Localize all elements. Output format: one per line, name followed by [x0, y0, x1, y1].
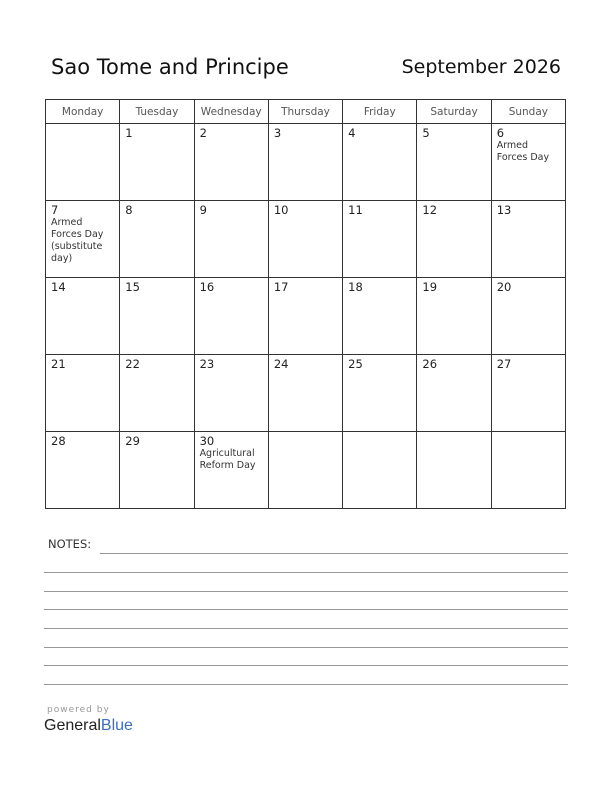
- day-number: 24: [273, 357, 289, 371]
- day-number: 23: [199, 357, 215, 371]
- holiday-label: Armed Forces Day: [496, 140, 550, 163]
- day-number: 28: [51, 434, 66, 448]
- notes-line: [44, 572, 568, 573]
- powered-by-text: powered by: [47, 705, 110, 715]
- day-cell: [268, 124, 342, 201]
- weekday-header: Friday: [343, 100, 417, 124]
- day-cell: [343, 355, 417, 432]
- calendar-country-title: Sao Tome and Principe: [51, 55, 289, 79]
- day-cell: [194, 355, 268, 432]
- day-number: 14: [51, 280, 66, 294]
- day-cell: [417, 124, 491, 201]
- holiday-label: Armed Forces Day (substitute day): [51, 217, 104, 264]
- day-cell: [268, 432, 342, 509]
- weekday-header-row: [46, 100, 566, 124]
- day-cell: [268, 355, 342, 432]
- day-number: 29: [125, 434, 140, 448]
- day-number: 5: [422, 126, 430, 140]
- week-row: [46, 355, 566, 432]
- weekday-header: Tuesday: [120, 100, 194, 124]
- day-number: 18: [348, 280, 363, 294]
- day-number: 13: [496, 203, 512, 217]
- day-cell: [194, 201, 268, 278]
- logo-general: General: [44, 717, 101, 734]
- week-row: [46, 432, 566, 509]
- weekday-header: Sunday: [491, 100, 565, 124]
- day-number: 16: [199, 280, 215, 294]
- day-number: 1: [125, 126, 133, 140]
- calendar-grid: [45, 99, 566, 509]
- notes-line: [44, 647, 568, 648]
- weekday-header: Monday: [46, 100, 120, 124]
- weekday-header: Thursday: [268, 100, 342, 124]
- day-cell: [491, 124, 565, 201]
- day-cell: [343, 124, 417, 201]
- day-cell: [343, 201, 417, 278]
- day-cell: [268, 201, 342, 278]
- day-number: 22: [125, 357, 140, 371]
- day-cell: [120, 124, 194, 201]
- notes-line: [44, 628, 568, 629]
- notes-line: [44, 665, 568, 666]
- day-number: 6: [496, 126, 505, 140]
- day-cell: [417, 355, 491, 432]
- day-number: 8: [125, 203, 133, 217]
- day-cell: [417, 432, 491, 509]
- notes-line: [100, 553, 568, 554]
- week-row: [46, 124, 566, 201]
- day-cell: [491, 432, 565, 509]
- day-number: 25: [348, 357, 363, 371]
- day-cell: [46, 278, 120, 355]
- day-cell: [120, 201, 194, 278]
- day-number: 4: [348, 126, 356, 140]
- day-number: 26: [422, 357, 438, 371]
- day-cell: [343, 278, 417, 355]
- day-cell: [417, 278, 491, 355]
- logo-blue: Blue: [100, 717, 133, 734]
- day-cell: [491, 355, 565, 432]
- day-cell: [268, 278, 342, 355]
- week-row: [46, 278, 566, 355]
- day-cell: [120, 355, 194, 432]
- day-number: 12: [422, 203, 438, 217]
- day-number: 15: [125, 280, 140, 294]
- day-number: 21: [51, 357, 66, 371]
- notes-line: [44, 609, 568, 610]
- day-cell: [46, 124, 120, 201]
- day-number: 2: [199, 126, 207, 140]
- notes-line: [44, 684, 568, 685]
- day-cell: [46, 201, 120, 278]
- day-cell: [194, 124, 268, 201]
- day-cell: [46, 355, 120, 432]
- day-number: 7: [51, 203, 59, 217]
- day-cell: [120, 278, 194, 355]
- day-cell: [417, 201, 491, 278]
- day-number: 20: [496, 280, 512, 294]
- day-cell: [491, 201, 565, 278]
- day-cell: [343, 432, 417, 509]
- generalblue-logo[interactable]: [44, 717, 133, 735]
- day-number: 10: [273, 203, 289, 217]
- notes-label: NOTES:: [48, 537, 92, 551]
- calendar-month-title: September 2026: [401, 56, 561, 78]
- day-number: 27: [496, 357, 512, 371]
- day-number: 17: [273, 280, 289, 294]
- day-number: 19: [422, 280, 438, 294]
- day-cell: [120, 432, 194, 509]
- day-cell: [194, 432, 268, 509]
- day-cell: [194, 278, 268, 355]
- day-number: 30: [199, 434, 215, 448]
- day-number: 11: [348, 203, 363, 217]
- weekday-header: Saturday: [417, 100, 491, 124]
- holiday-label: Agricultural Reform Day: [199, 448, 256, 471]
- day-cell: [491, 278, 565, 355]
- week-row: [46, 201, 566, 278]
- day-number: 3: [273, 126, 282, 140]
- day-cell: [46, 432, 120, 509]
- weekday-header: Wednesday: [194, 100, 268, 124]
- day-number: 9: [199, 203, 207, 217]
- notes-line: [44, 591, 568, 592]
